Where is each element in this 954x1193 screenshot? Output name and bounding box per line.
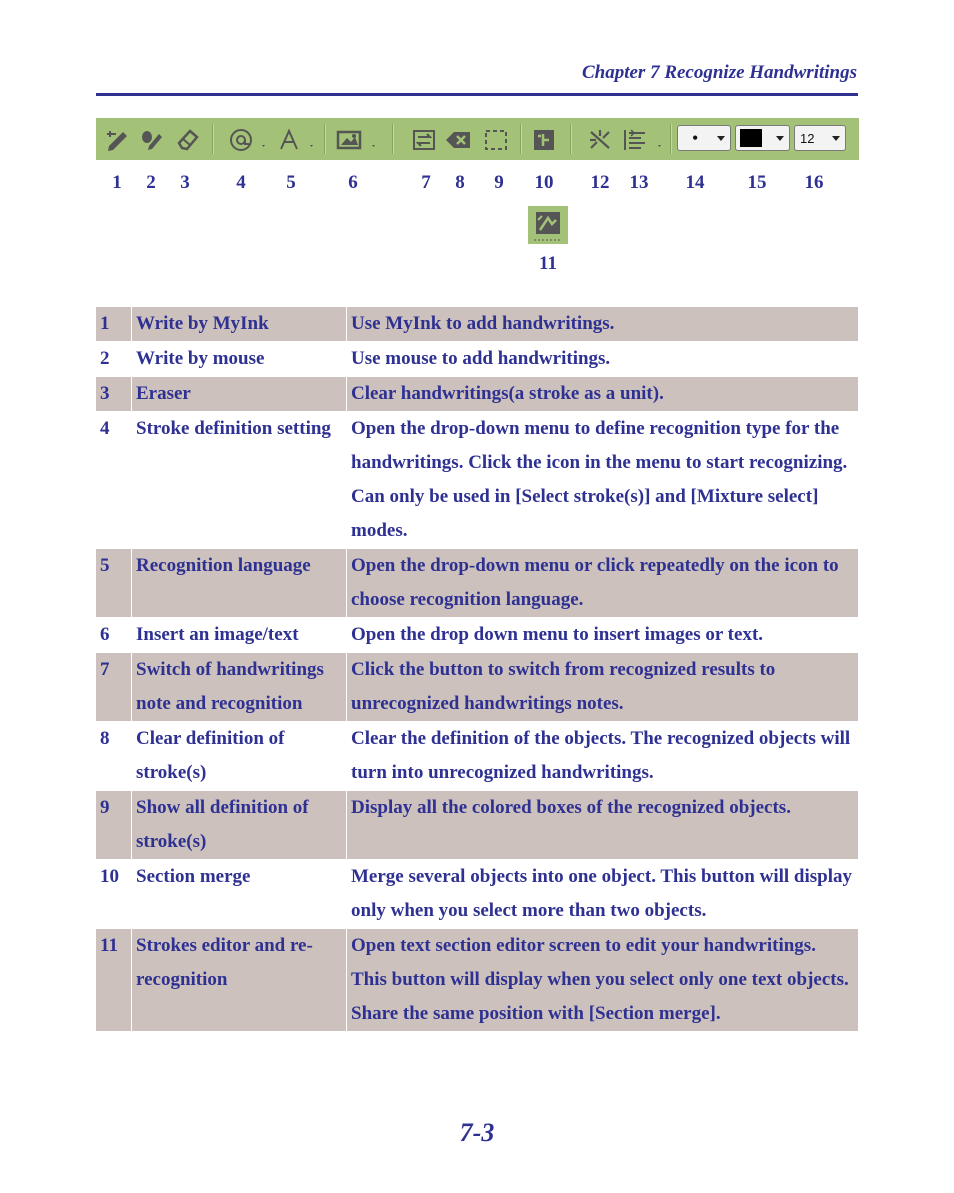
show-all-definitions-icon: [482, 127, 510, 153]
toolbar-number-label: 14: [685, 172, 705, 193]
item-name: Stroke definition setting: [132, 412, 347, 549]
clear-definition-icon: [444, 127, 472, 153]
sparkle-icon: [586, 127, 614, 153]
item-name: Write by mouse: [132, 342, 347, 377]
item-description: Clear the definition of the objects. The recognized objects will turn into unrecognized handwritings.: [347, 722, 859, 791]
item-description: Display all the colored boxes of the recognized objects.: [347, 791, 859, 860]
toolbar-separator: [570, 124, 572, 154]
toolbar-separator: [520, 124, 522, 154]
toolbar-number-label: 5: [286, 172, 296, 193]
chevron-down-icon: [832, 136, 840, 141]
header-rule: [96, 93, 858, 96]
table-row: [96, 342, 858, 377]
chevron-down-icon: [717, 136, 725, 141]
toolbar-number-label: 16: [804, 172, 824, 193]
section-merge-icon: [530, 127, 558, 153]
item-name: Strokes editor and re-recognition: [132, 929, 347, 1032]
item-description: Use MyInk to add handwritings.: [347, 307, 859, 342]
table-row: [96, 377, 858, 412]
item-description: Open the drop-down menu to define recognition type for the handwritings. Click the icon in the menu to start recognizing. Can only be used in [Select stroke(s)] and [Mixture select] modes.: [347, 412, 859, 549]
item-number: 8: [100, 728, 110, 749]
item-name: Clear definition of stroke(s): [132, 722, 347, 791]
item-number: 10: [100, 866, 119, 887]
toolbar-number-label: 4: [236, 172, 246, 193]
item-name: Section merge: [132, 860, 347, 929]
item-number: 7: [96, 653, 132, 722]
pen-size-value: •: [692, 127, 699, 148]
chapter-header: Chapter 7 Recognize Handwritings: [581, 62, 857, 83]
item-name: Recognition language: [132, 549, 347, 618]
toolbar-number-label: 8: [455, 172, 465, 193]
table-row: [96, 722, 858, 791]
item-description: Click the button to switch from recognized results to unrecognized handwritings notes.: [347, 653, 859, 722]
page-number: 7-3: [459, 1118, 495, 1147]
myink-pen-icon: [104, 127, 132, 153]
font-size-value: 12: [800, 130, 815, 146]
toolbar-number-label: 15: [747, 172, 767, 193]
mouse-pen-icon: [138, 127, 166, 153]
table-row: [96, 412, 858, 549]
item-description: Clear handwritings(a stroke as a unit).: [347, 377, 859, 412]
table-row: [96, 307, 858, 342]
toolbar-separator: [670, 124, 672, 154]
chevron-down-icon: [776, 136, 784, 141]
item-description: Merge several objects into one object. This button will display only when you select more than two objects.: [347, 860, 859, 929]
toolbar-separator: [212, 124, 214, 154]
item-number: 9: [96, 791, 132, 860]
toolbar-number-label: 11: [539, 253, 557, 274]
stroke-definition-icon: [224, 127, 270, 153]
item-name: Write by MyInk: [132, 307, 347, 342]
eraser-icon: [174, 127, 202, 153]
item-number: 5: [96, 549, 132, 618]
font-size-select: [794, 125, 846, 151]
toolbar-number-label: 1: [112, 172, 122, 193]
toolbar-number-label: 12: [590, 172, 610, 193]
toolbar-number-label: 3: [180, 172, 190, 193]
item-name: Show all definition of stroke(s): [132, 791, 347, 860]
switch-note-recognition-icon: [410, 127, 438, 153]
toolbar-number-label: 9: [494, 172, 504, 193]
toolbar-number-label: 13: [629, 172, 649, 193]
table-row: [96, 860, 858, 929]
toolbar-number-label: 7: [421, 172, 431, 193]
table-row: [96, 653, 858, 722]
strokes-editor-icon: [528, 206, 568, 244]
item-name: Insert an image/text: [132, 618, 347, 653]
table-row: [96, 929, 858, 1032]
item-number: 6: [100, 624, 110, 645]
recognition-language-icon: [276, 127, 318, 153]
toolbar-number-label: 6: [348, 172, 358, 193]
toolbar-number-label: 2: [146, 172, 156, 193]
toolbar-description-table: [96, 307, 858, 1032]
toolbar-separator: [324, 124, 326, 154]
pen-size-select: [677, 125, 731, 151]
item-name: Eraser: [132, 377, 347, 412]
color-swatch: [740, 129, 762, 147]
table-row: [96, 791, 858, 860]
toolbar-number-label: 10: [534, 172, 554, 193]
table-row: [96, 549, 858, 618]
item-number: 4: [100, 418, 110, 439]
item-description: Open text section editor screen to edit your handwritings. This button will display when you select only one text objects. Share the same position with [Section merge].: [347, 929, 859, 1032]
item-description: Open the drop-down menu or click repeatedly on the icon to choose recognition language.: [347, 549, 859, 618]
ink-color-select: [735, 125, 790, 151]
item-name: Switch of handwritings note and recognition: [132, 653, 347, 722]
toolbar-separator: [392, 124, 394, 154]
item-number: 3: [96, 377, 132, 412]
toolbar-illustration: [96, 118, 859, 160]
insert-image-text-icon: [334, 127, 380, 153]
item-number: 1: [96, 307, 132, 342]
text-align-icon: [622, 127, 666, 153]
item-description: Open the drop down menu to insert images or text.: [347, 618, 859, 653]
item-number: 2: [100, 348, 110, 369]
item-description: Use mouse to add handwritings.: [347, 342, 859, 377]
table-row: [96, 618, 858, 653]
item-number: 11: [96, 929, 132, 1032]
